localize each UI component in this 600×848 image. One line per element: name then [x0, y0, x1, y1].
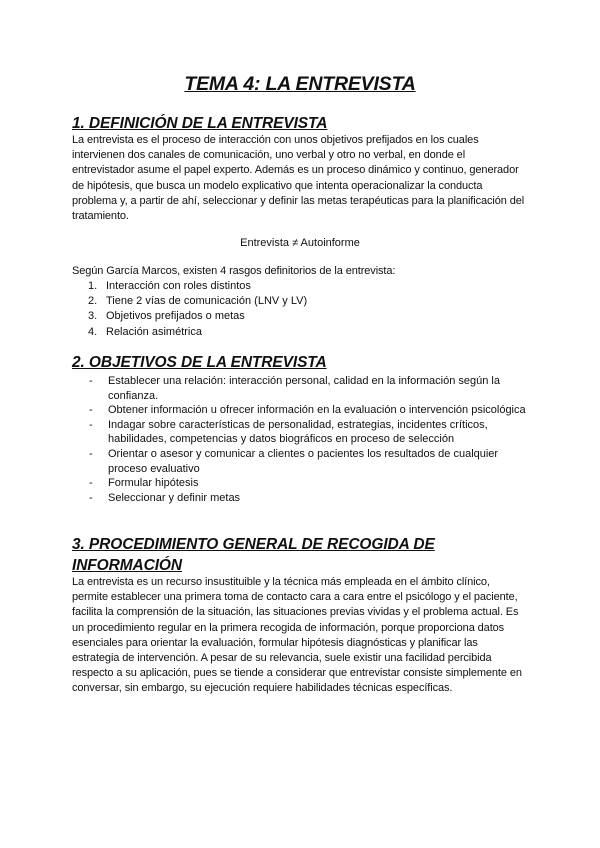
list-item-text: Indagar sobre características de personalidad, estrategias, incidentes críticos, habilidades, competencias y datos biográficos en proceso de selección [108, 418, 488, 446]
list-item [72, 279, 307, 294]
list-number: 3. [88, 310, 98, 323]
list-item [72, 403, 528, 418]
dash-bullet: - [89, 491, 93, 504]
traits-intro: Según García Marcos, existen 4 rasgos definitorios de la entrevista: [72, 265, 396, 277]
list-item [72, 309, 307, 324]
formula-line: Entrevista ≠ Autoinforme [240, 237, 360, 249]
page-title: TEMA 4: LA ENTREVISTA [184, 73, 416, 95]
section-1-paragraph: La entrevista es el proceso de interacción con unos objetivos prefijados en los cuales intervienen dos canales de comunicación, uno verbal y otro no verbal, en donde el entrevistador asume el papel experto. Además es un proceso dinámico y continuo, generador de hipótesis, que busca un modelo explicativo que intenta operacionalizar la conducta problema y, a partir de ahí, seleccionar y definir las metas terapéuticas para la planificación del tratamiento. [72, 134, 525, 223]
list-number: 1. [88, 280, 98, 292]
section-2-heading: 2. OBJETIVOS DE LA ENTREVISTA [72, 354, 327, 371]
list-item [72, 294, 307, 309]
list-item-text: Tiene 2 vías de comunicación (LNV y LV) [106, 295, 308, 308]
list-item-text: Establecer una relación: interacción personal, calidad en la información según la confianza. [108, 375, 500, 402]
section-3-paragraph: La entrevista es un recurso insustituible y la técnica más empleada en el ámbito clínico, permite establecer una primera toma de contacto cara a cara entre el psicólogo y el paciente, facilita la comprensión de la situación, las situaciones previas vividas y el problema actual. Es un procedimiento regular en la primera recogida de información, porque proporciona datos esenciales para orientar la evaluación, formular hipótesis diagnósticas y planificar las estrategia de intervención. A pesar de su relevancia, suele existir una facilidad percibida respecto a su aplicación, pues se tiende a considerar que entrevistar consiste simplemente en conversar, sin embargo, su ejecución requiere habilidades técnicas específicas. [72, 576, 522, 695]
dash-bullet: - [89, 418, 93, 431]
objectives-list [72, 374, 528, 505]
dash-bullet: - [89, 477, 93, 490]
list-item-text: Relación asimétrica [106, 325, 202, 338]
traits-list [72, 279, 307, 340]
dash-bullet: - [89, 447, 93, 460]
list-number: 2. [88, 295, 98, 308]
section-3-heading-line-2: INFORMACIÓN [72, 557, 182, 574]
list-item [72, 374, 528, 403]
dash-bullet: - [89, 404, 93, 417]
section-1-heading: 1. DEFINICIÓN DE LA ENTREVISTA [72, 115, 328, 132]
list-item [72, 447, 528, 476]
list-item-text: Interacción con roles distintos [106, 280, 251, 292]
list-item [72, 418, 528, 447]
section-3-heading-line-1: 3. PROCEDIMIENTO GENERAL DE RECOGIDA DE [72, 536, 435, 553]
list-number: 4. [88, 325, 98, 338]
list-item-text: Formular hipótesis [108, 477, 199, 490]
list-item [72, 491, 528, 506]
list-item-text: Obtener información u ofrecer información en la evaluación o intervención psicológica [108, 404, 526, 417]
list-item [72, 476, 528, 491]
dash-bullet: - [89, 375, 93, 387]
list-item [72, 325, 307, 340]
list-item-text: Objetivos prefijados o metas [106, 310, 245, 323]
list-item-text: Seleccionar y definir metas [108, 491, 241, 504]
list-item-text: Orientar o asesor y comunicar a clientes o pacientes los resultados de cualquier proceso evaluativo [108, 447, 499, 475]
